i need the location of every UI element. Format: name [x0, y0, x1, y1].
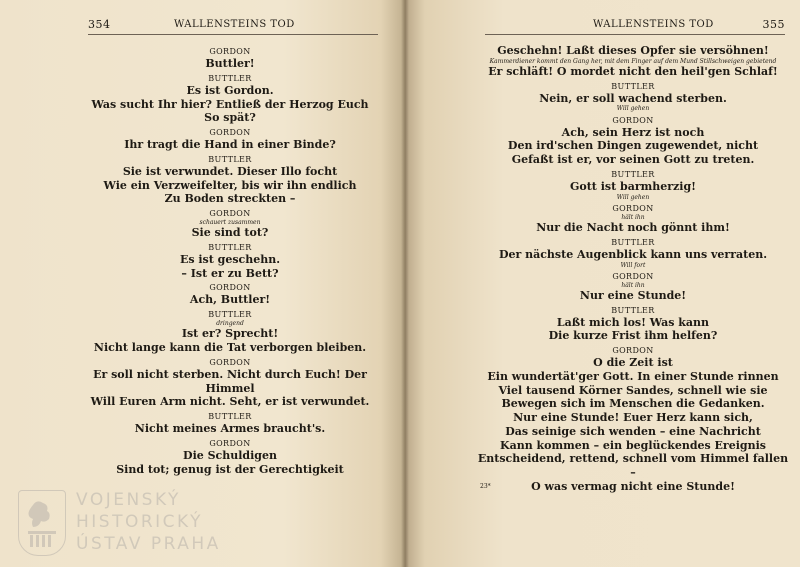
verse-line: Es ist geschehn.	[179, 252, 281, 266]
verse-line: Gott ist barmherzig!	[570, 179, 696, 193]
verse-line: Ihr tragt die Hand in einer Binde?	[124, 138, 336, 151]
left-running-head: WALLENSTEINS TOD	[174, 19, 295, 30]
right-page-text	[477, 44, 789, 494]
verse-line: Er soll nicht sterben. Nicht durch Euch! Der Himmel	[93, 367, 367, 395]
left-page-number: 354	[88, 18, 111, 31]
watermark-text	[76, 489, 221, 555]
speaker-name: BUTTLER	[611, 237, 655, 247]
speaker-name: BUTTLER	[611, 169, 655, 179]
verse-line: Nur eine Stunde! Euer Herz kann sich,	[513, 411, 753, 425]
verse-line: Ach, sein Herz ist noch	[561, 125, 705, 139]
left-page-text	[80, 44, 380, 476]
verse-line: Der nächste Augenblick kann uns verraten.	[498, 247, 768, 261]
speaker-name: BUTTLER	[611, 305, 655, 315]
verse-line: Die Schuldigen	[183, 448, 277, 462]
verse-line: Nur die Nacht noch gönnt ihm!	[536, 221, 730, 234]
speaker-name: BUTTLER	[208, 242, 252, 252]
verse-line: Es ist Gordon.	[186, 83, 274, 97]
verse-line: Will Euren Arm nicht. Seht, er ist verwundet.	[90, 395, 370, 409]
verse-line: – Ist er zu Bett?	[181, 266, 279, 280]
stage-direction: hält ihn	[621, 281, 645, 289]
speaker-name: GORDON	[612, 115, 654, 125]
stage-direction: hält ihn	[621, 213, 645, 221]
speaker-name: GORDON	[209, 47, 251, 56]
verse-line: Ein wundertät'ger Gott. In einer Stunde rinnen	[487, 369, 779, 383]
verse-line: Buttler!	[205, 57, 255, 70]
speaker-name: BUTTLER	[208, 310, 252, 320]
verse-line: Ist er? Sprecht!	[181, 327, 279, 341]
watermark-line: HISTORICKÝ	[76, 512, 203, 532]
verse-line: Ach, Buttler!	[189, 293, 271, 307]
verse-line: Gefaßt ist er, vor seinen Gott zu treten.	[511, 153, 755, 167]
right-running-head: WALLENSTEINS TOD	[593, 19, 714, 30]
verse-line: Sie ist verwundet. Dieser Illo focht	[122, 164, 338, 178]
verse-line: O was vermag nicht eine Stunde!	[531, 479, 735, 493]
verse-line: Kann kommen – ein beglückendes Ereignis	[500, 438, 766, 452]
verse-line: Entscheidend, rettend, schnell vom Himmel fallen –	[477, 452, 789, 480]
verse-line: Zu Boden streckten –	[164, 192, 296, 206]
speaker-name: GORDON	[209, 128, 251, 137]
archive-watermark	[18, 490, 248, 555]
verse-line: O die Zeit ist	[593, 356, 673, 370]
verse-line: So spät?	[204, 111, 256, 125]
stage-direction: Will fort	[620, 261, 646, 269]
verse-line: Die kurze Frist ihm helfen?	[548, 329, 718, 343]
speaker-name: GORDON	[209, 438, 251, 448]
verse-line: Nur eine Stunde!	[579, 288, 687, 302]
verse-line: Nicht meines Armes braucht's.	[134, 422, 326, 436]
watermark-line: ÚSTAV PRAHA	[76, 534, 221, 554]
right-page-number: 355	[762, 18, 785, 31]
lion-crest-icon	[18, 490, 66, 556]
verse-line: Nicht lange kann die Tat verborgen bleiben.	[93, 341, 367, 355]
right-page-header	[485, 18, 785, 35]
speaker-name: BUTTLER	[208, 73, 252, 83]
stage-direction: Will gehen	[616, 193, 650, 201]
speaker-name: GORDON	[612, 203, 654, 213]
verse-line: Bewegen sich im Menschen die Gedanken.	[501, 397, 765, 411]
left-page-header	[88, 18, 378, 35]
speaker-name: BUTTLER	[208, 412, 252, 422]
watermark-line: VOJENSKÝ	[76, 490, 181, 510]
speaker-name: GORDON	[209, 209, 251, 218]
signature-mark: 23*	[480, 483, 491, 490]
verse-line: Was sucht Ihr hier? Entließ der Herzog Euch	[91, 97, 369, 111]
speaker-name: GORDON	[612, 271, 654, 281]
verse-line: Nein, er soll wachend sterben.	[539, 91, 727, 105]
speaker-name: GORDON	[209, 357, 251, 367]
verse-line: Er schläft! O mordet nicht den heil'gen Schlaf!	[488, 64, 778, 78]
stage-direction: Kammerdiener kommt den Gang her, mit dem Finger auf dem Mund Stillschweigen gebietend	[489, 57, 777, 65]
speaker-name: BUTTLER	[611, 81, 655, 91]
verse-line: Den ird'schen Dingen zugewendet, nicht	[507, 139, 759, 153]
stage-direction: dringend	[216, 320, 244, 328]
speaker-name: BUTTLER	[208, 154, 252, 164]
right-page	[405, 0, 800, 567]
verse-line: Geschehn! Laßt dieses Opfer sie versöhnen!	[497, 44, 769, 57]
speaker-name: GORDON	[612, 346, 654, 356]
stage-direction: schauert zusammen	[199, 219, 261, 226]
verse-line: Wie ein Verzweifelter, bis wir ihn endlich	[103, 178, 357, 192]
book-gutter	[401, 0, 409, 567]
speaker-name: GORDON	[209, 283, 251, 293]
verse-line: Das seinige sich wenden – eine Nachricht	[505, 424, 761, 438]
verse-line: Sind tot; genug ist der Gerechtigkeit	[116, 462, 344, 476]
verse-line: Viel tausend Körner Sandes, schnell wie sie	[498, 383, 768, 397]
verse-line: Sie sind tot?	[191, 226, 269, 240]
verse-line: Laßt mich los! Was kann	[556, 315, 710, 329]
stage-direction: Will gehen	[616, 105, 650, 113]
